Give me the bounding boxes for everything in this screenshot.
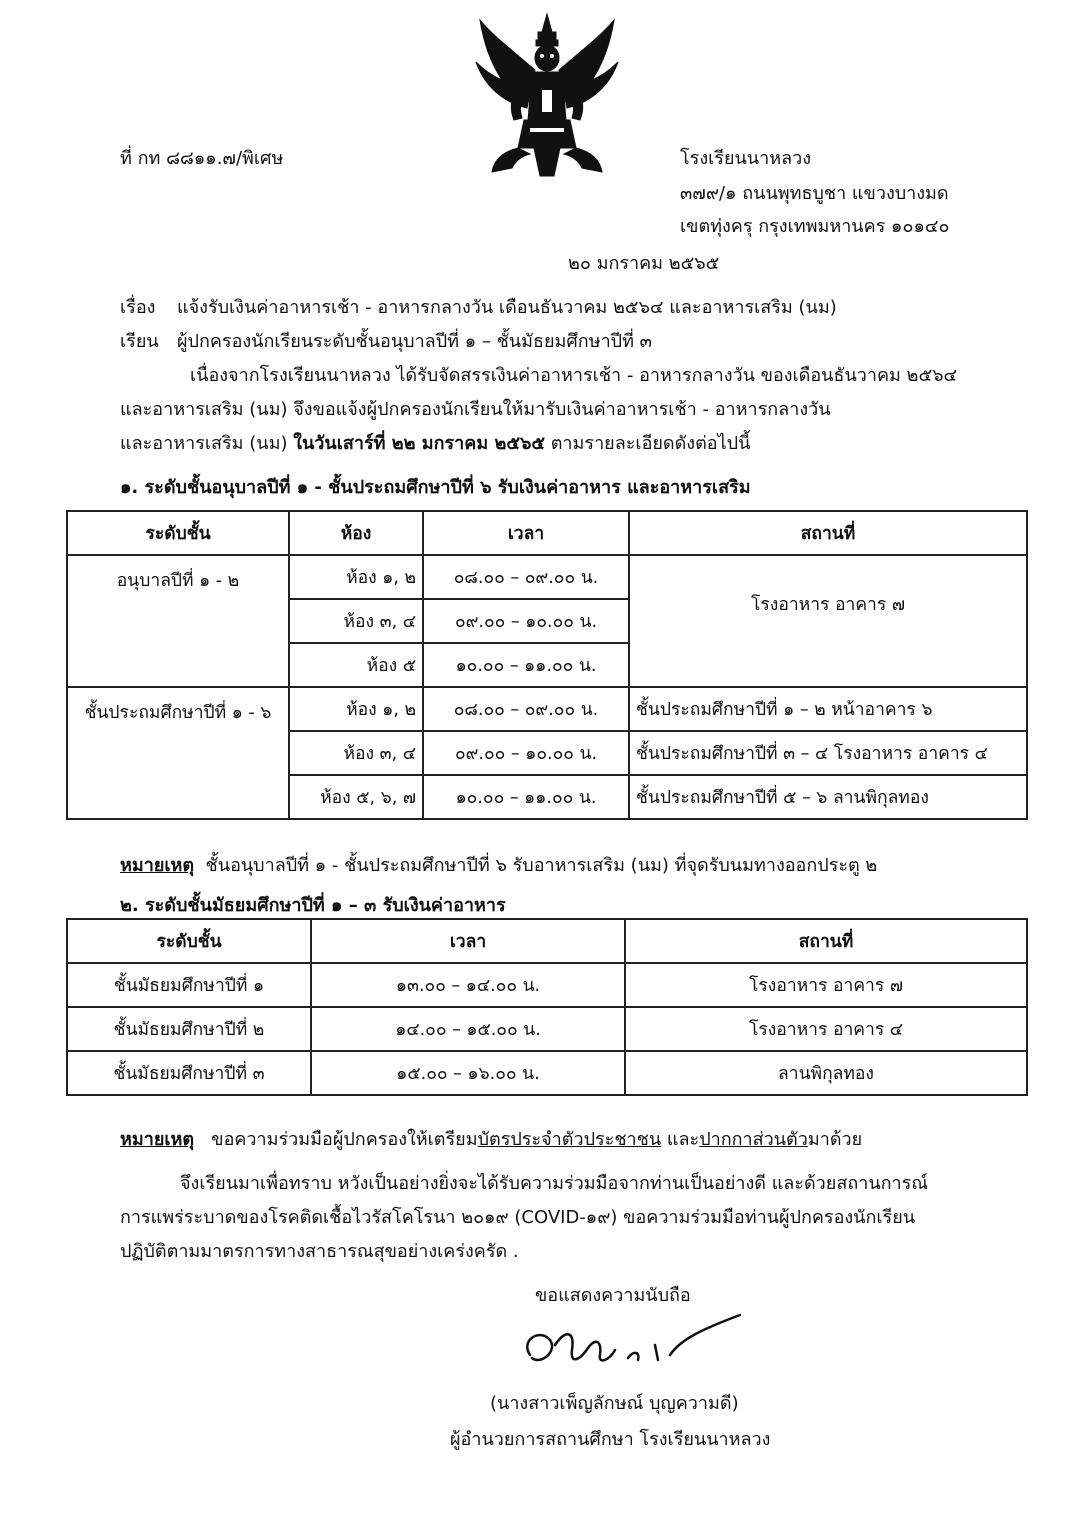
intro-line-1: เนื่องจากโรงเรียนนาหลวง ได้รับจัดสรรเงินค่าอาหารเช้า - อาหารกลางวัน ของเดือนธันวาคม ๒๕๖๔ [190,365,958,386]
note-2 [120,1124,862,1153]
header-place: สถานที่ [629,511,1027,555]
kinder-level-cell: อนุบาลปีที่ ๑ - ๒ [67,555,289,687]
time-cell: ๑๐.๐๐ – ๑๑.๐๐ น. [423,643,629,687]
place-cell: ชั้นประถมศึกษาปีที่ ๓ – ๔ โรงอาหาร อาคาร ๔ [629,731,1027,775]
regards-text: ขอแสดงความนับถือ [535,1285,691,1306]
table-row [67,963,1027,1007]
closing-line-3: ปฏิบัติตามมาตรการทางสาธารณสุขอย่างเคร่งครัด . [120,1241,519,1262]
note-2-pen: ปากกาส่วนตัว [699,1129,808,1150]
signer-position: ผู้อำนวยการสถานศึกษา โรงเรียนนาหลวง [450,1429,771,1450]
section-1-table [66,510,1028,820]
school-name: โรงเรียนนาหลวง [680,148,812,169]
table-row [67,1007,1027,1051]
time-cell: ๐๙.๐๐ – ๑๐.๐๐ น. [423,731,629,775]
place-cell: ลานพิกุลทอง [625,1051,1027,1095]
garuda-emblem-icon [472,10,622,180]
distribution-date: ในวันเสาร์ที่ ๒๒ มกราคม ๒๕๖๕ [293,433,546,454]
room-cell: ห้อง ๓, ๔ [289,599,423,643]
section-2-table [66,918,1028,1096]
header-level: ระดับชั้น [67,511,289,555]
subject-text: แจ้งรับเงินค่าอาหารเช้า - อาหารกลางวัน เดือนธันวาคม ๒๕๖๔ และอาหารเสริม (นม) [177,297,837,318]
room-cell: ห้อง ๓, ๔ [289,731,423,775]
section-1-title: ๑. ระดับชั้นอนุบาลปีที่ ๑ - ชั้นประถมศึกษาปีที่ ๖ รับเงินค่าอาหาร และอาหารเสริม [120,477,751,498]
note-1-label: หมายเหตุ [120,855,195,876]
time-cell: ๐๙.๐๐ – ๑๐.๐๐ น. [423,599,629,643]
document-date: ๒๐ มกราคม ๒๕๖๕ [568,253,720,274]
school-address-line2: เขตทุ่งครุ กรุงเทพมหานคร ๑๐๑๔๐ [680,216,950,237]
note-2-id-card: บัตรประจำตัวประชาชน [477,1129,662,1150]
primary-level-cell: ชั้นประถมศึกษาปีที่ ๑ - ๖ [67,687,289,819]
note-1 [120,850,877,879]
time-cell: ๐๘.๐๐ – ๐๙.๐๐ น. [423,687,629,731]
note-2-label: หมายเหตุ [120,1129,195,1150]
room-cell: ห้อง ๕ [289,643,423,687]
signature-icon [510,1310,750,1380]
note-2-text-a: ขอความร่วมมือผู้ปกครองให้เตรียม [211,1129,478,1150]
school-address-line1: ๓๗๙/๑ ถนนพุทธบูชา แขวงบางมด [680,183,949,204]
kinder-place-cell: โรงอาหาร อาคาร ๗ [629,555,1027,687]
intro-line-3-start: และอาหารเสริม (นม) [120,433,294,454]
to-text: ผู้ปกครองนักเรียนระดับชั้นอนุบาลปีที่ ๑ – ชั้นมัธยมศึกษาปีที่ ๓ [177,331,652,352]
signer-name: (นางสาวเพ็ญลักษณ์ บุญความดี) [490,1393,739,1414]
room-cell: ห้อง ๕, ๖, ๗ [289,775,423,819]
closing-line-2: การแพร่ระบาดของโรคติดเชื้อไวรัสโคโรนา ๒๐๑๙ (COVID-๑๙) ขอความร่วมมือท่านผู้ปกครองนักเรียน [120,1207,916,1228]
section-2-title: ๒. ระดับชั้นมัธยมศึกษาปีที่ ๑ – ๓ รับเงินค่าอาหาร [120,895,506,916]
level-cell: ชั้นมัธยมศึกษาปีที่ ๓ [67,1051,311,1095]
header-level: ระดับชั้น [67,919,311,963]
closing-line-1: จึงเรียนมาเพื่อทราบ หวังเป็นอย่างยิ่งจะได้รับความร่วมมือจากท่านเป็นอย่างดี และด้วยสถานการณ์ [180,1173,929,1194]
intro-line-3 [120,428,750,457]
intro-line-3-end: ตามรายละเอียดดังต่อไปนี้ [545,433,751,454]
level-cell: ชั้นมัธยมศึกษาปีที่ ๑ [67,963,311,1007]
note-2-text-e: มาด้วย [807,1129,863,1150]
document-number: ที่ กท ๘๘๑๑.๗/พิเศษ [120,148,284,169]
intro-line-2: และอาหารเสริม (นม) จึงขอแจ้งผู้ปกครองนักเรียนให้มารับเงินค่าอาหารเช้า - อาหารกลางวัน [120,399,831,420]
room-cell: ห้อง ๑, ๒ [289,555,423,599]
table-row [67,687,1027,731]
table-row [67,1051,1027,1095]
time-cell: ๑๕.๐๐ – ๑๖.๐๐ น. [311,1051,625,1095]
time-cell: ๑๔.๐๐ – ๑๕.๐๐ น. [311,1007,625,1051]
note-2-text-c: และ [661,1129,700,1150]
subject-label: เรื่อง [120,297,156,318]
time-cell: ๑๐.๐๐ – ๑๑.๐๐ น. [423,775,629,819]
header-time: เวลา [423,511,629,555]
to-label: เรียน [120,331,159,352]
time-cell: ๐๘.๐๐ – ๐๙.๐๐ น. [423,555,629,599]
header-place: สถานที่ [625,919,1027,963]
note-1-text: ชั้นอนุบาลปีที่ ๑ - ชั้นประถมศึกษาปีที่ ๖ รับอาหารเสริม (นม) ที่จุดรับนมทางออกประตู ๒ [205,855,878,876]
room-cell: ห้อง ๑, ๒ [289,687,423,731]
place-cell: โรงอาหาร อาคาร ๗ [625,963,1027,1007]
header-room: ห้อง [289,511,423,555]
place-cell: โรงอาหาร อาคาร ๔ [625,1007,1027,1051]
level-cell: ชั้นมัธยมศึกษาปีที่ ๒ [67,1007,311,1051]
time-cell: ๑๓.๐๐ – ๑๔.๐๐ น. [311,963,625,1007]
table-row [67,555,1027,599]
table-header-row [67,919,1027,963]
place-cell: ชั้นประถมศึกษาปีที่ ๕ – ๖ ลานพิกุลทอง [629,775,1027,819]
place-cell: ชั้นประถมศึกษาปีที่ ๑ – ๒ หน้าอาคาร ๖ [629,687,1027,731]
header-time: เวลา [311,919,625,963]
table-header-row [67,511,1027,555]
